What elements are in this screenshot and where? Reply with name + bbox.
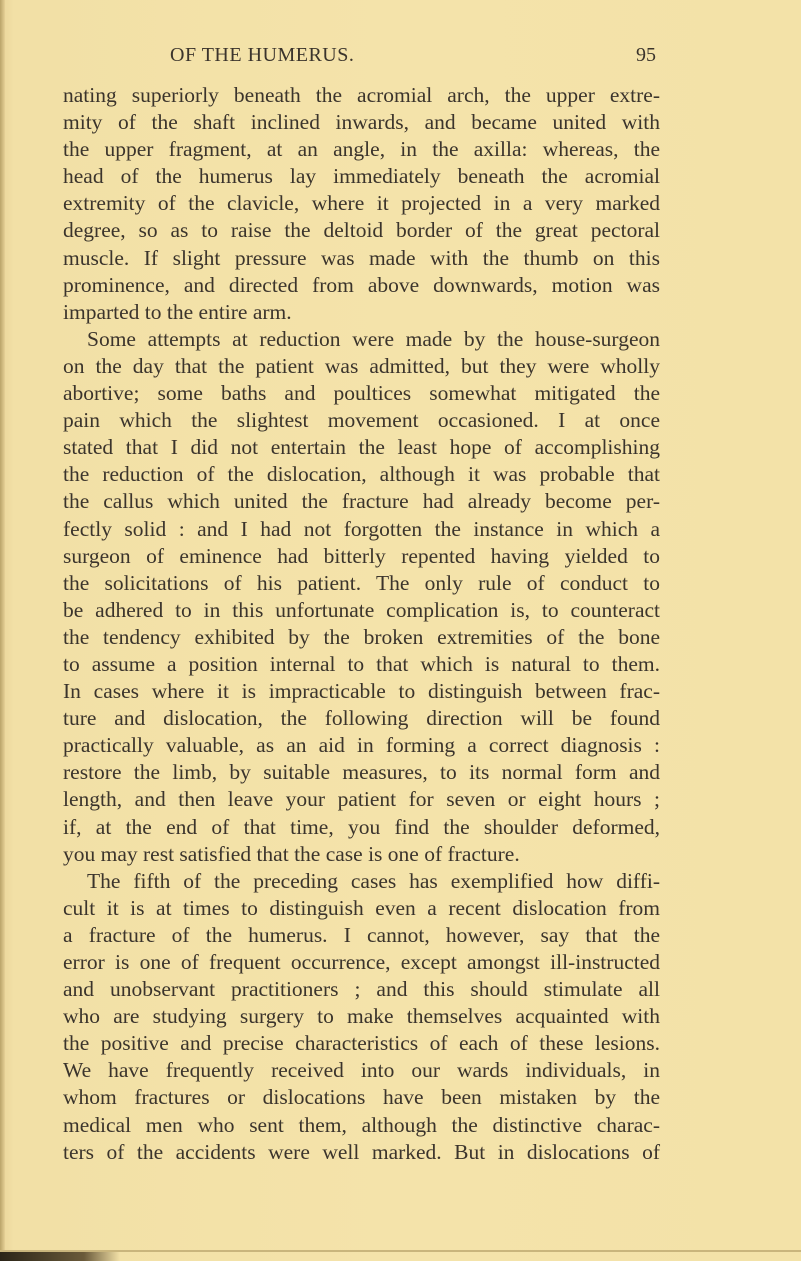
running-title: OF THE HUMERUS. [170, 44, 355, 66]
text-line: nating superiorly beneath the acromial arch, the upper extre- [63, 83, 660, 107]
text-line: prominence, and directed from above downwards, motion was [63, 272, 660, 297]
text-line: length, and then leave your patient for seven or eight hours ; [63, 787, 660, 812]
text-line: be adhered to in this unfortunate complication is, to counteract [63, 597, 660, 622]
text-line: extremity of the clavicle, where it projected in a very marked [63, 191, 660, 216]
page-number: 95 [636, 44, 656, 66]
text-line: mity of the shaft inclined inwards, and became united with [63, 110, 660, 135]
text-line: you may rest satisfied that the case is one of fracture. [63, 841, 520, 866]
text-line: muscle. If slight pressure was made with the thumb on this [63, 245, 660, 270]
text-line: Some attempts at reduction were made by the house-surgeon [87, 326, 660, 351]
text-line: ters of the accidents were well marked. But in dislocations of [63, 1139, 660, 1164]
text-line: the tendency exhibited by the broken extremities of the bone [63, 624, 660, 649]
text-line: In cases where it is impracticable to distinguish between frac- [63, 679, 660, 704]
text-line: and unobservant practitioners ; and this should stimulate all [63, 977, 660, 1002]
text-line: The fifth of the preceding cases has exemplified how diffi- [87, 868, 660, 893]
text-line: stated that I did not entertain the least hope of accomplishing [63, 435, 660, 460]
text-line: cult it is at times to distinguish even a recent dislocation from [63, 895, 660, 920]
text-line: ture and dislocation, the following direction will be found [63, 706, 660, 731]
text-line: the upper fragment, at an angle, in the axilla: whereas, the [63, 137, 660, 162]
text-line: fectly solid : and I had not forgotten the instance in which a [63, 516, 660, 541]
text-line: restore the limb, by suitable measures, to its normal form and [63, 760, 660, 785]
text-line: on the day that the patient was admitted, but they were wholly [63, 353, 660, 378]
body-text [63, 82, 660, 1166]
text-line: to assume a position internal to that which is natural to them. [63, 651, 660, 676]
text-line: if, at the end of that time, you find the shoulder deformed, [63, 814, 660, 839]
text-line: degree, so as to raise the deltoid border of the great pectoral [63, 218, 660, 243]
page-bottom-shadow [0, 1252, 120, 1261]
text-line: a fracture of the humerus. I cannot, however, say that the [63, 922, 660, 947]
text-line: practically valuable, as an aid in forming a correct diagnosis : [63, 733, 660, 758]
text-line: We have frequently received into our wards individuals, in [63, 1058, 660, 1083]
text-line: medical men who sent them, although the distinctive charac- [63, 1112, 660, 1137]
text-line: who are studying surgery to make themselves acquainted with [63, 1004, 660, 1029]
text-line: the positive and precise characteristics of each of these lesions. [63, 1031, 660, 1056]
text-line: surgeon of eminence had bitterly repented having yielded to [63, 543, 660, 568]
text-line: abortive; some baths and poultices somewhat mitigated the [63, 381, 660, 406]
text-line: the reduction of the dislocation, although it was probable that [63, 462, 660, 487]
page-edge [0, 0, 5, 1261]
text-line: the solicitations of his patient. The only rule of conduct to [63, 570, 660, 595]
text-line: pain which the slightest movement occasioned. I at once [63, 408, 660, 433]
text-line: the callus which united the fracture had already become per- [63, 489, 660, 514]
text-line: head of the humerus lay immediately beneath the acromial [63, 164, 660, 189]
page-bottom-rule [0, 1250, 801, 1252]
text-line: imparted to the entire arm. [63, 299, 292, 324]
text-line: whom fractures or dislocations have been mistaken by the [63, 1085, 660, 1110]
page-header [0, 44, 801, 72]
text-line: error is one of frequent occurrence, except amongst ill-instructed [63, 950, 660, 974]
